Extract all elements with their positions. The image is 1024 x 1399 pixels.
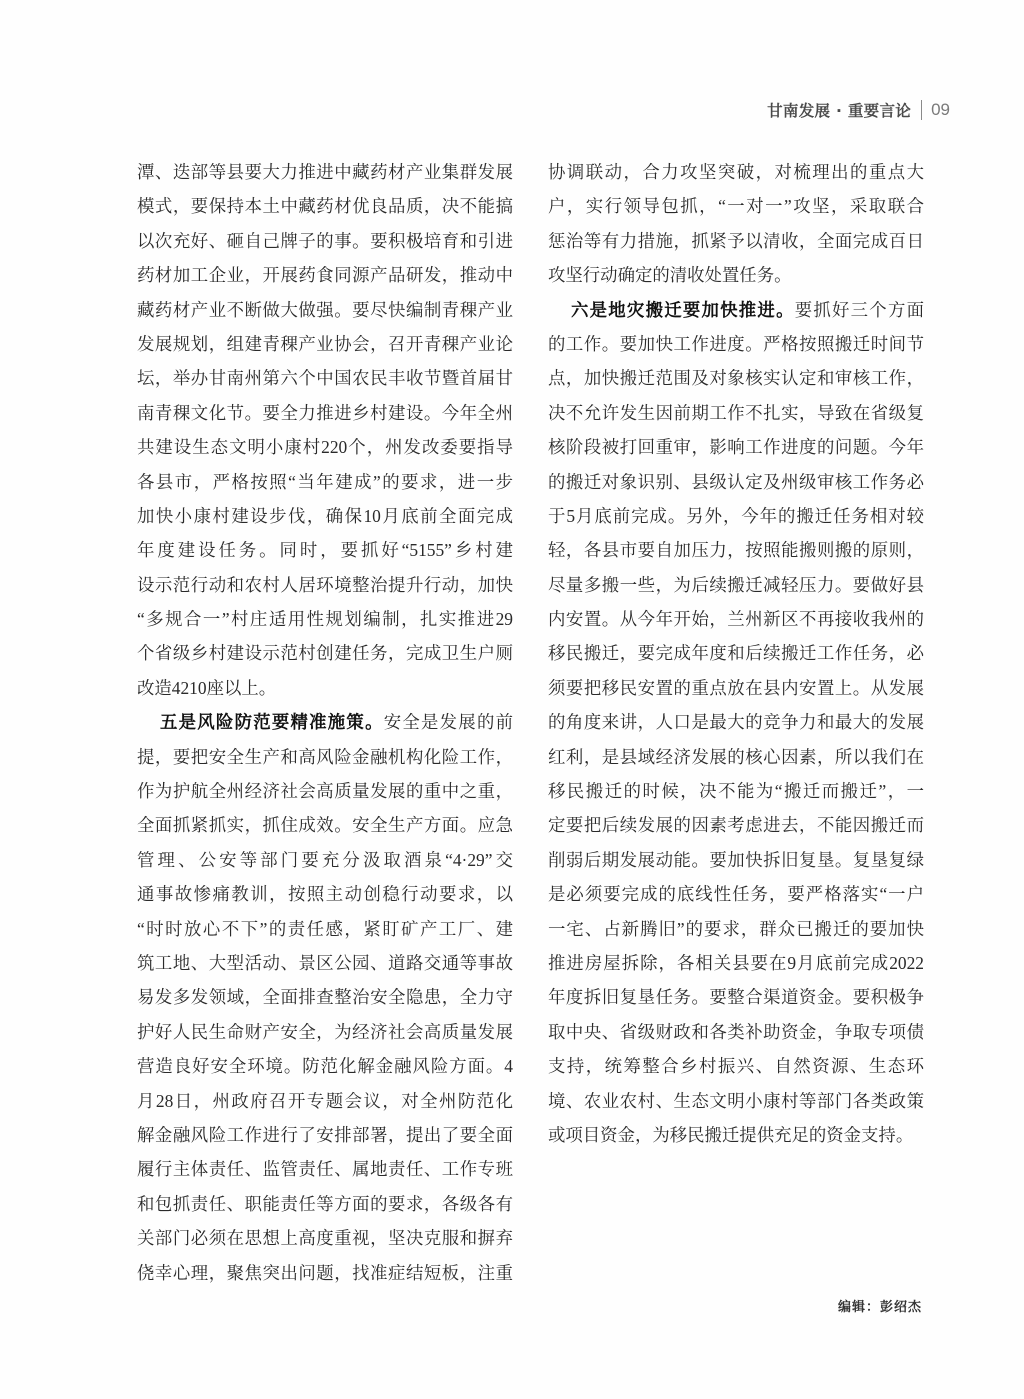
text-line: 提，要把安全生产和高风险金融机构化险工作， [137, 746, 513, 767]
text-line: 个省级乡村建设示范村创建任务，完成卫生户厕 [137, 643, 513, 664]
text-line: 须要把移民安置的重点放在县内安置上。从发展 [548, 677, 924, 698]
paragraph [548, 293, 924, 1153]
text-line: 设示范行动和农村人居环境整治提升行动，加快 [137, 574, 513, 595]
text-line: 管理、公安等部门要充分汲取酒泉“4·29”交 [137, 849, 513, 870]
text-line: 红利，是县域经济发展的核心因素，所以我们在 [548, 746, 924, 767]
text-line: 全面抓紧抓实，抓住成效。安全生产方面。应急 [137, 815, 513, 836]
text-line: 定要把后续发展的因素考虑进去，不能因搬迁而 [548, 815, 924, 836]
page-number: 09 [931, 100, 950, 119]
text-line: 取中央、省级财政和各类补助资金，争取专项债 [548, 1021, 924, 1042]
text-line: 点，加快搬迁范围及对象核实认定和审核工作， [548, 368, 924, 389]
text-line: 解金融风险工作进行了安排部署，提出了要全面 [137, 1124, 513, 1145]
text-line: 年度建设任务。同时，要抓好“5155”乡村建 [137, 540, 513, 561]
text-line: 户，实行领导包抓，“一对一”攻坚，采取联合 [548, 196, 924, 217]
text-line: 加快小康村建设步伐，确保10月底前全面完成 [137, 505, 513, 526]
text-line: 移民搬迁的时候，决不能为“搬迁而搬迁”，一 [548, 781, 924, 802]
text-line: 潭、迭部等县要大力推进中藏药材产业集群发展 [137, 162, 513, 182]
text-line: 共建设生态文明小康村220个，州发改委要指导 [137, 437, 513, 458]
text-line: 协调联动，合力攻坚突破，对梳理出的重点大 [548, 162, 924, 182]
text-line: 核阶段被打回重审，影响工作进度的问题。今年 [548, 437, 924, 458]
text-line: 藏药材产业不断做大做强。要尽快编制青稞产业 [137, 299, 513, 320]
text-line: 年度拆旧复垦任务。要整合渠道资金。要积极争 [548, 987, 924, 1008]
text-line: “时时放心不下”的责任感，紧盯矿产工厂、建 [137, 918, 513, 939]
text-line: 攻坚行动确定的清收处置任务。 [548, 265, 792, 286]
text-line: 侥幸心理，聚焦突出问题，找准症结短板，注重 [137, 1262, 513, 1283]
text-line: 境、农业农村、生态文明小康村等部门各类政策 [548, 1090, 924, 1111]
paragraph [137, 155, 513, 705]
editor-credit: 编辑：彭绍杰 [837, 1300, 922, 1315]
text-line: 决不允许发生因前期工作不扎实，导致在省级复 [548, 402, 924, 423]
text-line: 药材加工企业，开展药食同源产品研发，推动中 [137, 265, 513, 286]
text-line: 营造良好安全环境。防范化解金融风险方面。4 [137, 1056, 513, 1077]
text-line: 南青稞文化节。要全力推进乡村建设。今年全州 [137, 402, 513, 423]
text-line: 的工作。要加快工作进度。严格按照搬迁时间节 [548, 333, 924, 354]
text-line: 支持，统筹整合乡村振兴、自然资源、生态环 [548, 1056, 924, 1077]
text-line: 坛，举办甘南州第六个中国农民丰收节暨首届甘 [137, 368, 513, 389]
running-header [767, 98, 950, 122]
text-line: 护好人民生命财产安全，为经济社会高质量发展 [137, 1021, 513, 1042]
header-divider [921, 100, 922, 120]
paragraph [137, 705, 513, 1290]
section-title: 甘南发展 · 重要言论 [767, 102, 912, 120]
text-line: 尽量多搬一些，为后续搬迁减轻压力。要做好县 [548, 574, 924, 595]
text-line: 筑工地、大型活动、景区公园、道路交通等事故 [137, 952, 513, 973]
paragraph-lead: 六是地灾搬迁要加快推进。 [571, 299, 795, 320]
text-line: 和包抓责任、职能责任等方面的要求，各级各有 [137, 1193, 513, 1214]
text-line [137, 705, 513, 739]
text-line: 易发多发领域，全面排查整治安全隐患，全力守 [137, 987, 513, 1008]
text-line: 发展规划，组建青稞产业协会，召开青稞产业论 [137, 333, 513, 354]
text-line: 的角度来讲，人口是最大的竞争力和最大的发展 [548, 712, 924, 733]
text-line: 削弱后期发展动能。要加快拆旧复垦。复垦复绿 [548, 849, 924, 870]
text-line-rest: 要抓好三个方面 [794, 299, 924, 320]
text-line: 模式，要保持本土中藏药材优良品质，决不能搞 [137, 196, 513, 217]
text-line: 于5月底前完成。另外，今年的搬迁任务相对较 [548, 505, 924, 526]
text-line: 的搬迁对象识别、县级认定及州级审核工作务必 [548, 471, 924, 492]
text-line: “多规合一”村庄适用性规划编制，扎实推进29 [137, 609, 513, 630]
text-line: 或项目资金，为移民搬迁提供充足的资金支持。 [548, 1124, 914, 1145]
text-line: 作为护航全州经济社会高质量发展的重中之重， [137, 781, 513, 802]
right-column [548, 155, 924, 1152]
text-line: 各县市，严格按照“当年建成”的要求，进一步 [137, 471, 513, 492]
text-line [548, 293, 924, 327]
text-line: 推进房屋拆除，各相关县要在9月底前完成2022 [548, 952, 924, 973]
text-line: 通事故惨痛教训，按照主动创稳行动要求，以 [137, 884, 513, 905]
text-line: 惩治等有力措施，抓紧予以清收，全面完成百日 [548, 230, 924, 251]
text-line: 月28日，州政府召开专题会议，对全州防范化 [137, 1090, 513, 1111]
paragraph-lead: 五是风险防范要精准施策。 [160, 712, 384, 733]
text-line: 移民搬迁，要完成年度和后续搬迁工作任务，必 [548, 643, 924, 664]
text-line: 轻，各县市要自加压力，按照能搬则搬的原则， [548, 540, 924, 561]
text-line: 改造4210座以上。 [137, 677, 277, 698]
text-line: 关部门必须在思想上高度重视，坚决克服和摒弃 [137, 1228, 513, 1249]
text-line-rest: 安全是发展的前 [383, 712, 513, 733]
text-line: 内安置。从今年开始，兰州新区不再接收我州的 [548, 609, 924, 630]
text-line: 履行主体责任、监管责任、属地责任、工作专班 [137, 1159, 513, 1180]
left-column [137, 155, 513, 1290]
text-line: 一宅、占新腾旧”的要求，群众已搬迁的要加快 [548, 918, 924, 939]
text-line: 是必须要完成的底线性任务，要严格落实“一户 [548, 884, 924, 905]
text-line: 以次充好、砸自己牌子的事。要积极培育和引进 [137, 230, 513, 251]
paragraph [548, 155, 924, 293]
